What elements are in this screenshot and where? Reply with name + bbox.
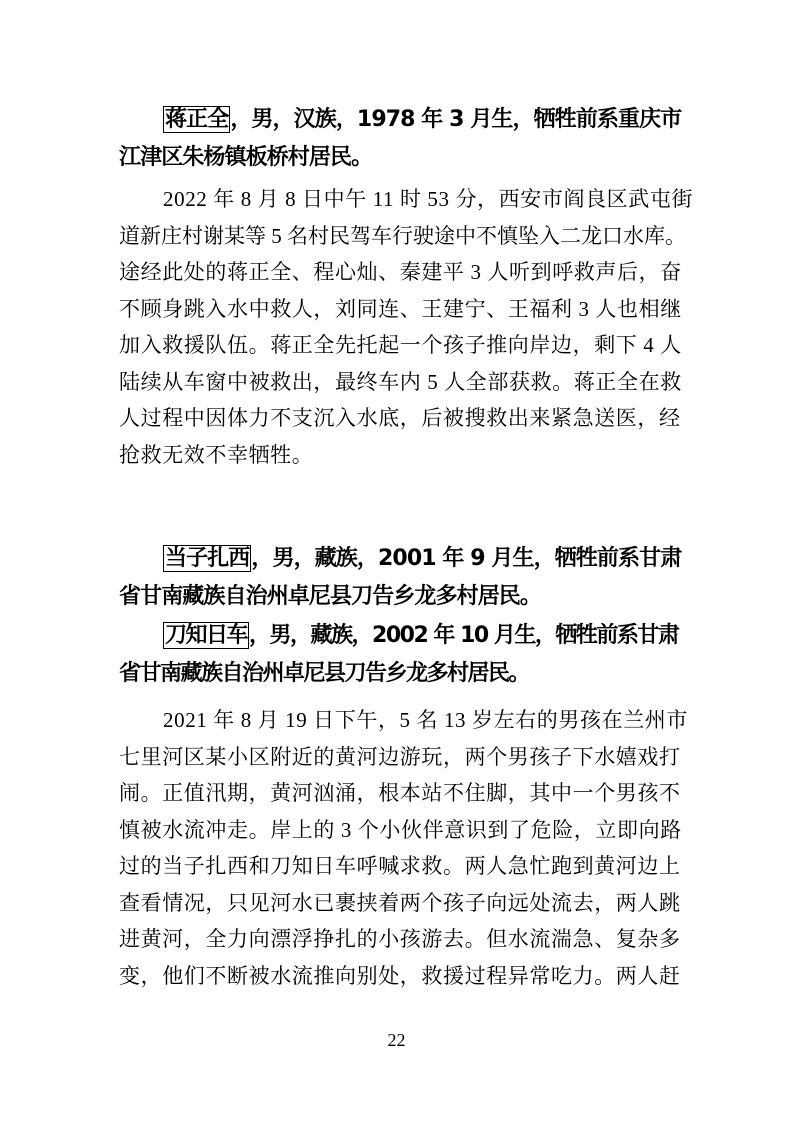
person-intro-jiang-zhengquan bbox=[119, 101, 683, 177]
person-intro-line2: 省甘南藏族自治州卓尼县刀告乡龙多村居民。 bbox=[119, 584, 542, 609]
person-intro-daozhi-riche bbox=[119, 617, 683, 693]
paragraph-line: 道新庄村谢某等 5 名村民驾车行驶途中不慎坠入二龙口水库。 bbox=[119, 223, 686, 248]
paragraph-line: 不顾身跳入水中救人，刘同连、王建宁、王福利 3 人也相继 bbox=[119, 296, 682, 321]
paragraph-line: 慎被水流冲走。岸上的 3 个小伙伴意识到了危险，立即向路 bbox=[119, 817, 682, 842]
paragraph-line: 变，他们不断被水流推向别处，救援过程异常吃力。两人赶 bbox=[119, 963, 681, 988]
story-paragraph-2 bbox=[119, 702, 689, 994]
person-intro-text: ，男，藏族，2001 年 9 月生，牺牲前系甘肃 bbox=[251, 546, 682, 571]
paragraph-line: 抢救无效不幸牺牲。 bbox=[119, 442, 314, 467]
paragraph-line: 闹。正值汛期，黄河汹涌，根本站不住脚，其中一个男孩不 bbox=[119, 781, 681, 805]
paragraph-line: 过的当子扎西和刀知日车呼喊求救。两人急忙跑到黄河边上 bbox=[119, 854, 681, 878]
paragraph-line: 七里河区某小区附近的黄河边游玩，两个男孩子下水嬉戏打 bbox=[119, 744, 681, 769]
paragraph-line: 途经此处的蒋正全、程心灿、秦建平 3 人听到呼救声后，奋 bbox=[119, 260, 682, 284]
paragraph-line: 2022 年 8 月 8 日中午 11 时 53 分，西安市阎良区武屯街 bbox=[163, 187, 694, 211]
page-number: 22 bbox=[387, 1030, 406, 1050]
paragraph-line: 进黄河，全力向漂浮挣扎的小孩游去。但水流湍急、复杂多 bbox=[119, 927, 681, 951]
person-name-box: 蒋正全 bbox=[165, 107, 229, 132]
paragraph-line: 查看情况，只见河水已裹挟着两个孩子向远处流去，两人跳 bbox=[119, 890, 681, 915]
person-name-box: 刀知日车 bbox=[165, 623, 248, 648]
paragraph-line: 人过程中因体力不支沉入水底，后被搜救出来紧急送医，经 bbox=[119, 406, 681, 430]
paragraph-line: 陆续从车窗中被救出，最终车内 5 人全部获救。蒋正全在救 bbox=[119, 369, 682, 394]
paragraph-line: 加入救援队伍。蒋正全先托起一个孩子推向岸边，剩下 4 人 bbox=[119, 333, 682, 357]
story-paragraph-1 bbox=[119, 181, 694, 473]
person-name-box: 当子扎西 bbox=[165, 546, 250, 571]
paragraph-line: 2021 年 8 月 19 日下午，5 名 13 岁左右的男孩在兰州市 bbox=[163, 708, 688, 732]
person-intro-text: ，男，藏族，2002 年 10 月生，牺牲前系甘肃 bbox=[249, 623, 679, 648]
person-intro-dangzi-zhaxi bbox=[119, 540, 683, 616]
person-intro-text: ，男，汉族，1978 年 3 月生，牺牲前系重庆市 bbox=[230, 107, 682, 132]
person-intro-line2: 省甘南藏族自治州卓尼县刀告乡龙多村居民。 bbox=[119, 661, 530, 686]
person-intro-line2: 江津区朱杨镇板桥村居民。 bbox=[119, 145, 373, 170]
